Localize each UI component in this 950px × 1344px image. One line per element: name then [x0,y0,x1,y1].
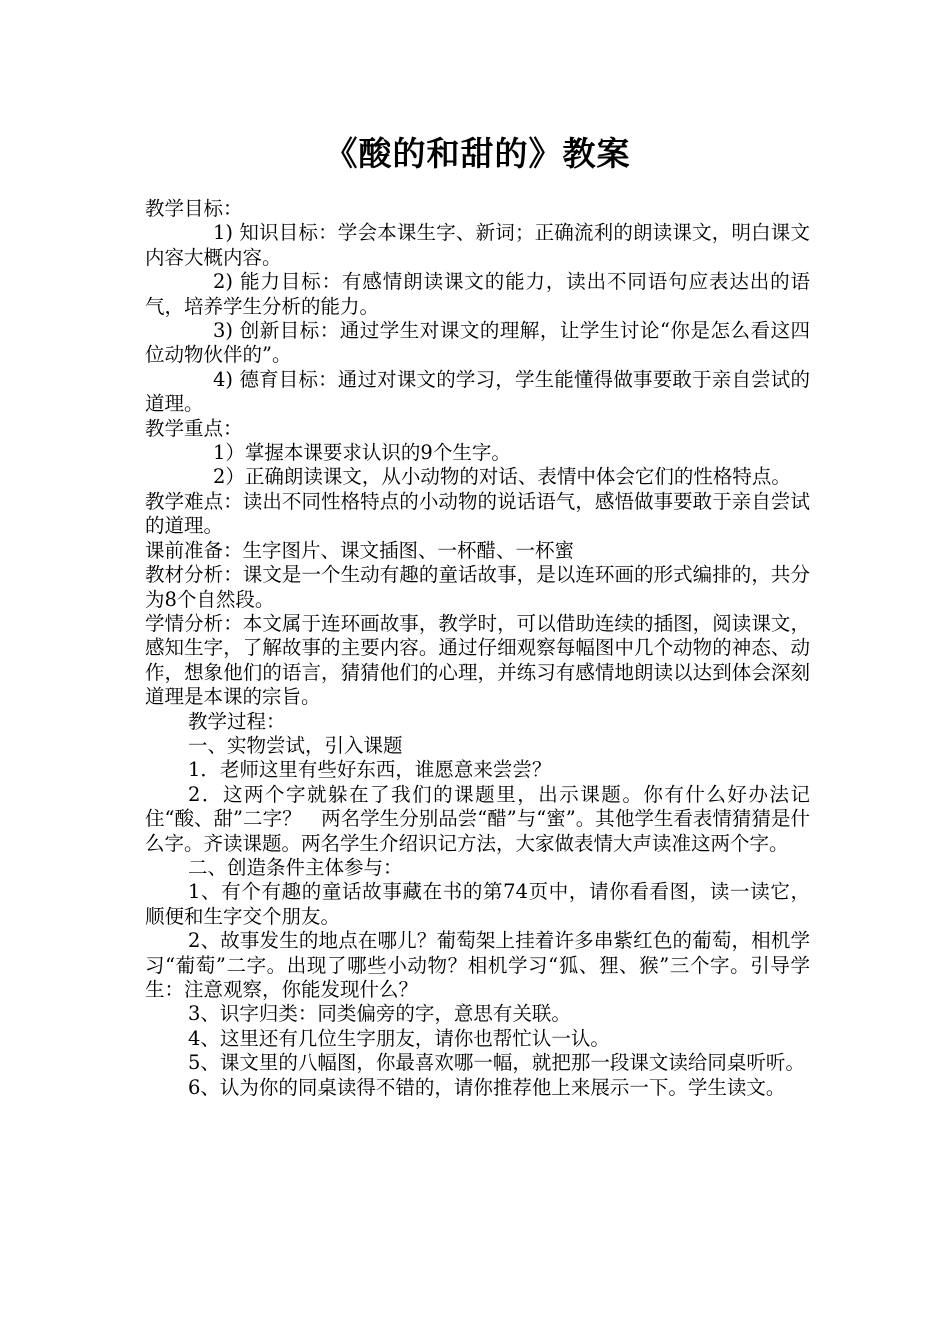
paragraph: 教学目标： [145,197,243,220]
paragraph: 1) 知识目标：学会本课生字、新词；正确流利的朗读课文，明白课文内容大概内容。 [145,221,810,269]
paragraph: 3) 创新目标：通过学生对课文的理解，让学生讨论“你是怎么看这四位动物伙伴的”。 [145,319,810,367]
paragraph: 2、故事发生的地点在哪儿？葡萄架上挂着许多串紫红色的葡萄，相机学习“葡萄”二字。出现了哪些小动物？相机学习“狐、狸、猴”三个字。引导学生：注意观察，你能发现什么？ [145,929,810,1001]
paragraph: 6、认为你的同桌读得不错的，请你推荐他上来展示一下。学生读文。 [188,1075,786,1099]
paragraph: 二、创造条件主体参与： [188,855,403,879]
paragraph: 5、课文里的八幅图，你最喜欢哪一幅，就把那一段课文读给同桌听听。 [188,1051,805,1075]
paragraph: 2．这两个字就躲在了我们的课题里，出示课题。你有什么好办法记住“酸、甜”二字？ 两名学生分别品尝“醋”与“蜜”。其他学生看表情猜猜是什么字。齐读课题。两名学生介绍识记方法，大家做表情大声读准这两个字。 [145,782,810,855]
paragraph: 2) 能力目标：有感情朗读课文的能力，读出不同语句应表达出的语气，培养学生分析的能力。 [145,270,810,318]
paragraph: 4、这里还有几位生字朋友，请你也帮忙认一认。 [188,1026,610,1050]
paragraph: 教材分析：课文是一个生动有趣的童话故事，是以连环画的形式编排的，共分为8个自然段。 [145,563,810,611]
paragraph: 教学过程： [188,709,286,733]
paragraph: 教学难点：读出不同性格特点的小动物的说话语气，感悟做事要敢于亲自尝试的道理。 [145,489,810,538]
paragraph: 1、有个有趣的童话故事藏在书的第74页中，请你看看图，读一读它，顺便和生字交个朋友。 [145,880,810,928]
paragraph: 一、实物尝试，引入课题 [188,733,403,757]
document-body [145,197,810,1100]
paragraph: 4) 德育目标：通过对课文的学习，学生能懂得做事要敢于亲自尝试的道理。 [145,367,810,416]
paragraph: 学情分析：本文属于连环画故事，教学时，可以借助连续的插图，阅读课文，感知生字，了解故事的主要内容。通过仔细观察每幅图中几个动物的神态、动作，想象他们的语言，猜猜他们的心理，并练习有感情地朗读以达到体会深刻道理是本课的宗旨。 [145,611,810,709]
paragraph: 课前准备：生字图片、课文插图、一杯醋、一杯蜜 [145,538,575,562]
paragraph: 2）正确朗读课文，从小动物的对话、表情中体会它们的性格特点。 [213,465,791,489]
paragraph: 1．老师这里有些好东西，谁愿意来尝尝？ [188,758,552,782]
paragraph: 教学重点： [145,416,243,440]
page-title: 《酸的和甜的》教案 [324,134,631,173]
paragraph: 3、识字归类：同类偏旁的字，意思有关联。 [188,1002,571,1026]
paragraph: 1）掌握本课要求认识的9个生字。 [213,441,511,465]
